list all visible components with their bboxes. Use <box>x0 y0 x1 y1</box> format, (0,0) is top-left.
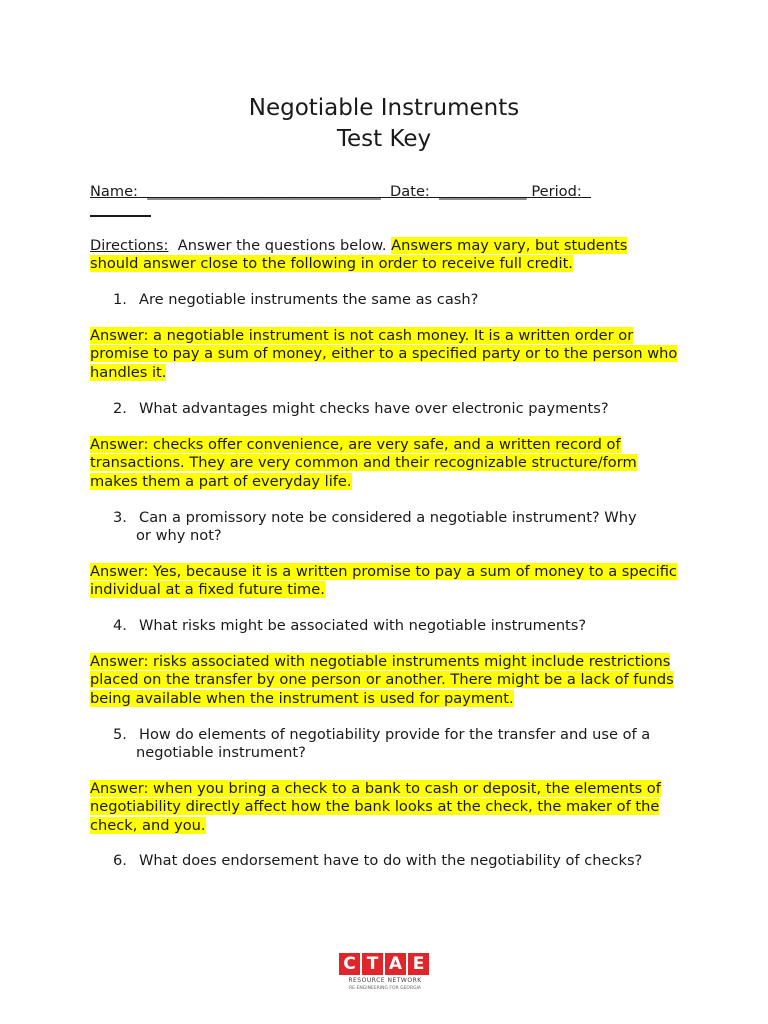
question-text: What risks might be associated with negotiable instruments? <box>139 617 587 634</box>
ctae-logo-letters <box>339 953 431 975</box>
question-text: What does endorsement have to do with the negotiability of checks? <box>139 852 643 869</box>
answer-2: Answer: checks offer convenience, are very safe, and a written record of transactions. They are very common and their recognizable structure/form makes them a part of everyday life. <box>90 436 637 490</box>
directions-highlight: Answers may vary, but students should answer close to the following in order to receive full credit. <box>90 237 628 273</box>
answer-1: Answer: a negotiable instrument is not cash money. It is a written order or promise to pay a sum of money, either to a specified party or to the person who handles it. <box>90 327 678 381</box>
name-field-label: Name: <box>90 183 138 200</box>
question-1: 1. Are negotiable instruments the same as cash? <box>113 291 479 308</box>
question-text-cont: or why not? <box>136 527 222 545</box>
period-field-label: Period: <box>531 183 582 200</box>
header-fields: Name: ________________________________ Date: ____________ Period: <box>90 183 582 200</box>
question-text: Can a promissory note be considered a negotiable instrument? Why <box>139 509 637 526</box>
logo-letter-t: T <box>362 953 383 975</box>
question-text: How do elements of negotiability provide for the transfer and use of a <box>139 726 651 743</box>
question-text: Are negotiable instruments the same as cash? <box>139 291 479 308</box>
question-5: 5. How do elements of negotiability provide for the transfer and use of a negotiable instrument? <box>113 726 673 763</box>
question-text-cont: negotiable instrument? <box>136 744 306 762</box>
answer-4: Answer: risks associated with negotiable instruments might include restrictions placed on the transfer by one person or another. There might be a lack of funds being available when the instrument is used for payment. <box>90 653 674 707</box>
period-blank <box>90 201 151 217</box>
logo-letter-c: C <box>339 953 360 975</box>
question-2: 2. What advantages might checks have over electronic payments? <box>113 400 609 417</box>
period-field-line <box>90 201 151 222</box>
answer-5: Answer: when you bring a check to a bank to cash or deposit, the elements of negotiability directly affect how the bank looks at the check, the maker of the check, and you. <box>90 780 661 834</box>
logo-letter-a: A <box>385 953 406 975</box>
logo-subtagline: RE-ENGINEERING FOR GEORGIA <box>349 986 421 991</box>
logo-tagline: RESOURCE NETWORK <box>348 977 422 984</box>
question-text: What advantages might checks have over electronic payments? <box>139 400 609 417</box>
answer-3: Answer: Yes, because it is a written promise to pay a sum of money to a specific individual at a fixed future time. <box>90 563 677 599</box>
logo-letter-e: E <box>408 953 429 975</box>
document-subtitle: Test Key <box>336 126 432 152</box>
directions-label: Directions: <box>90 237 169 254</box>
document-title: Negotiable Instruments <box>248 95 520 121</box>
question-4: 4. What risks might be associated with negotiable instruments? <box>113 617 587 634</box>
question-6: 6. What does endorsement have to do with the negotiability of checks? <box>113 852 643 869</box>
directions <box>90 237 680 274</box>
date-field-label: Date: <box>390 183 430 200</box>
directions-text: Answer the questions below. <box>168 237 392 254</box>
question-3: 3. Can a promissory note be considered a negotiable instrument? Why or why not? <box>113 509 673 546</box>
ctae-logo <box>339 953 431 1001</box>
